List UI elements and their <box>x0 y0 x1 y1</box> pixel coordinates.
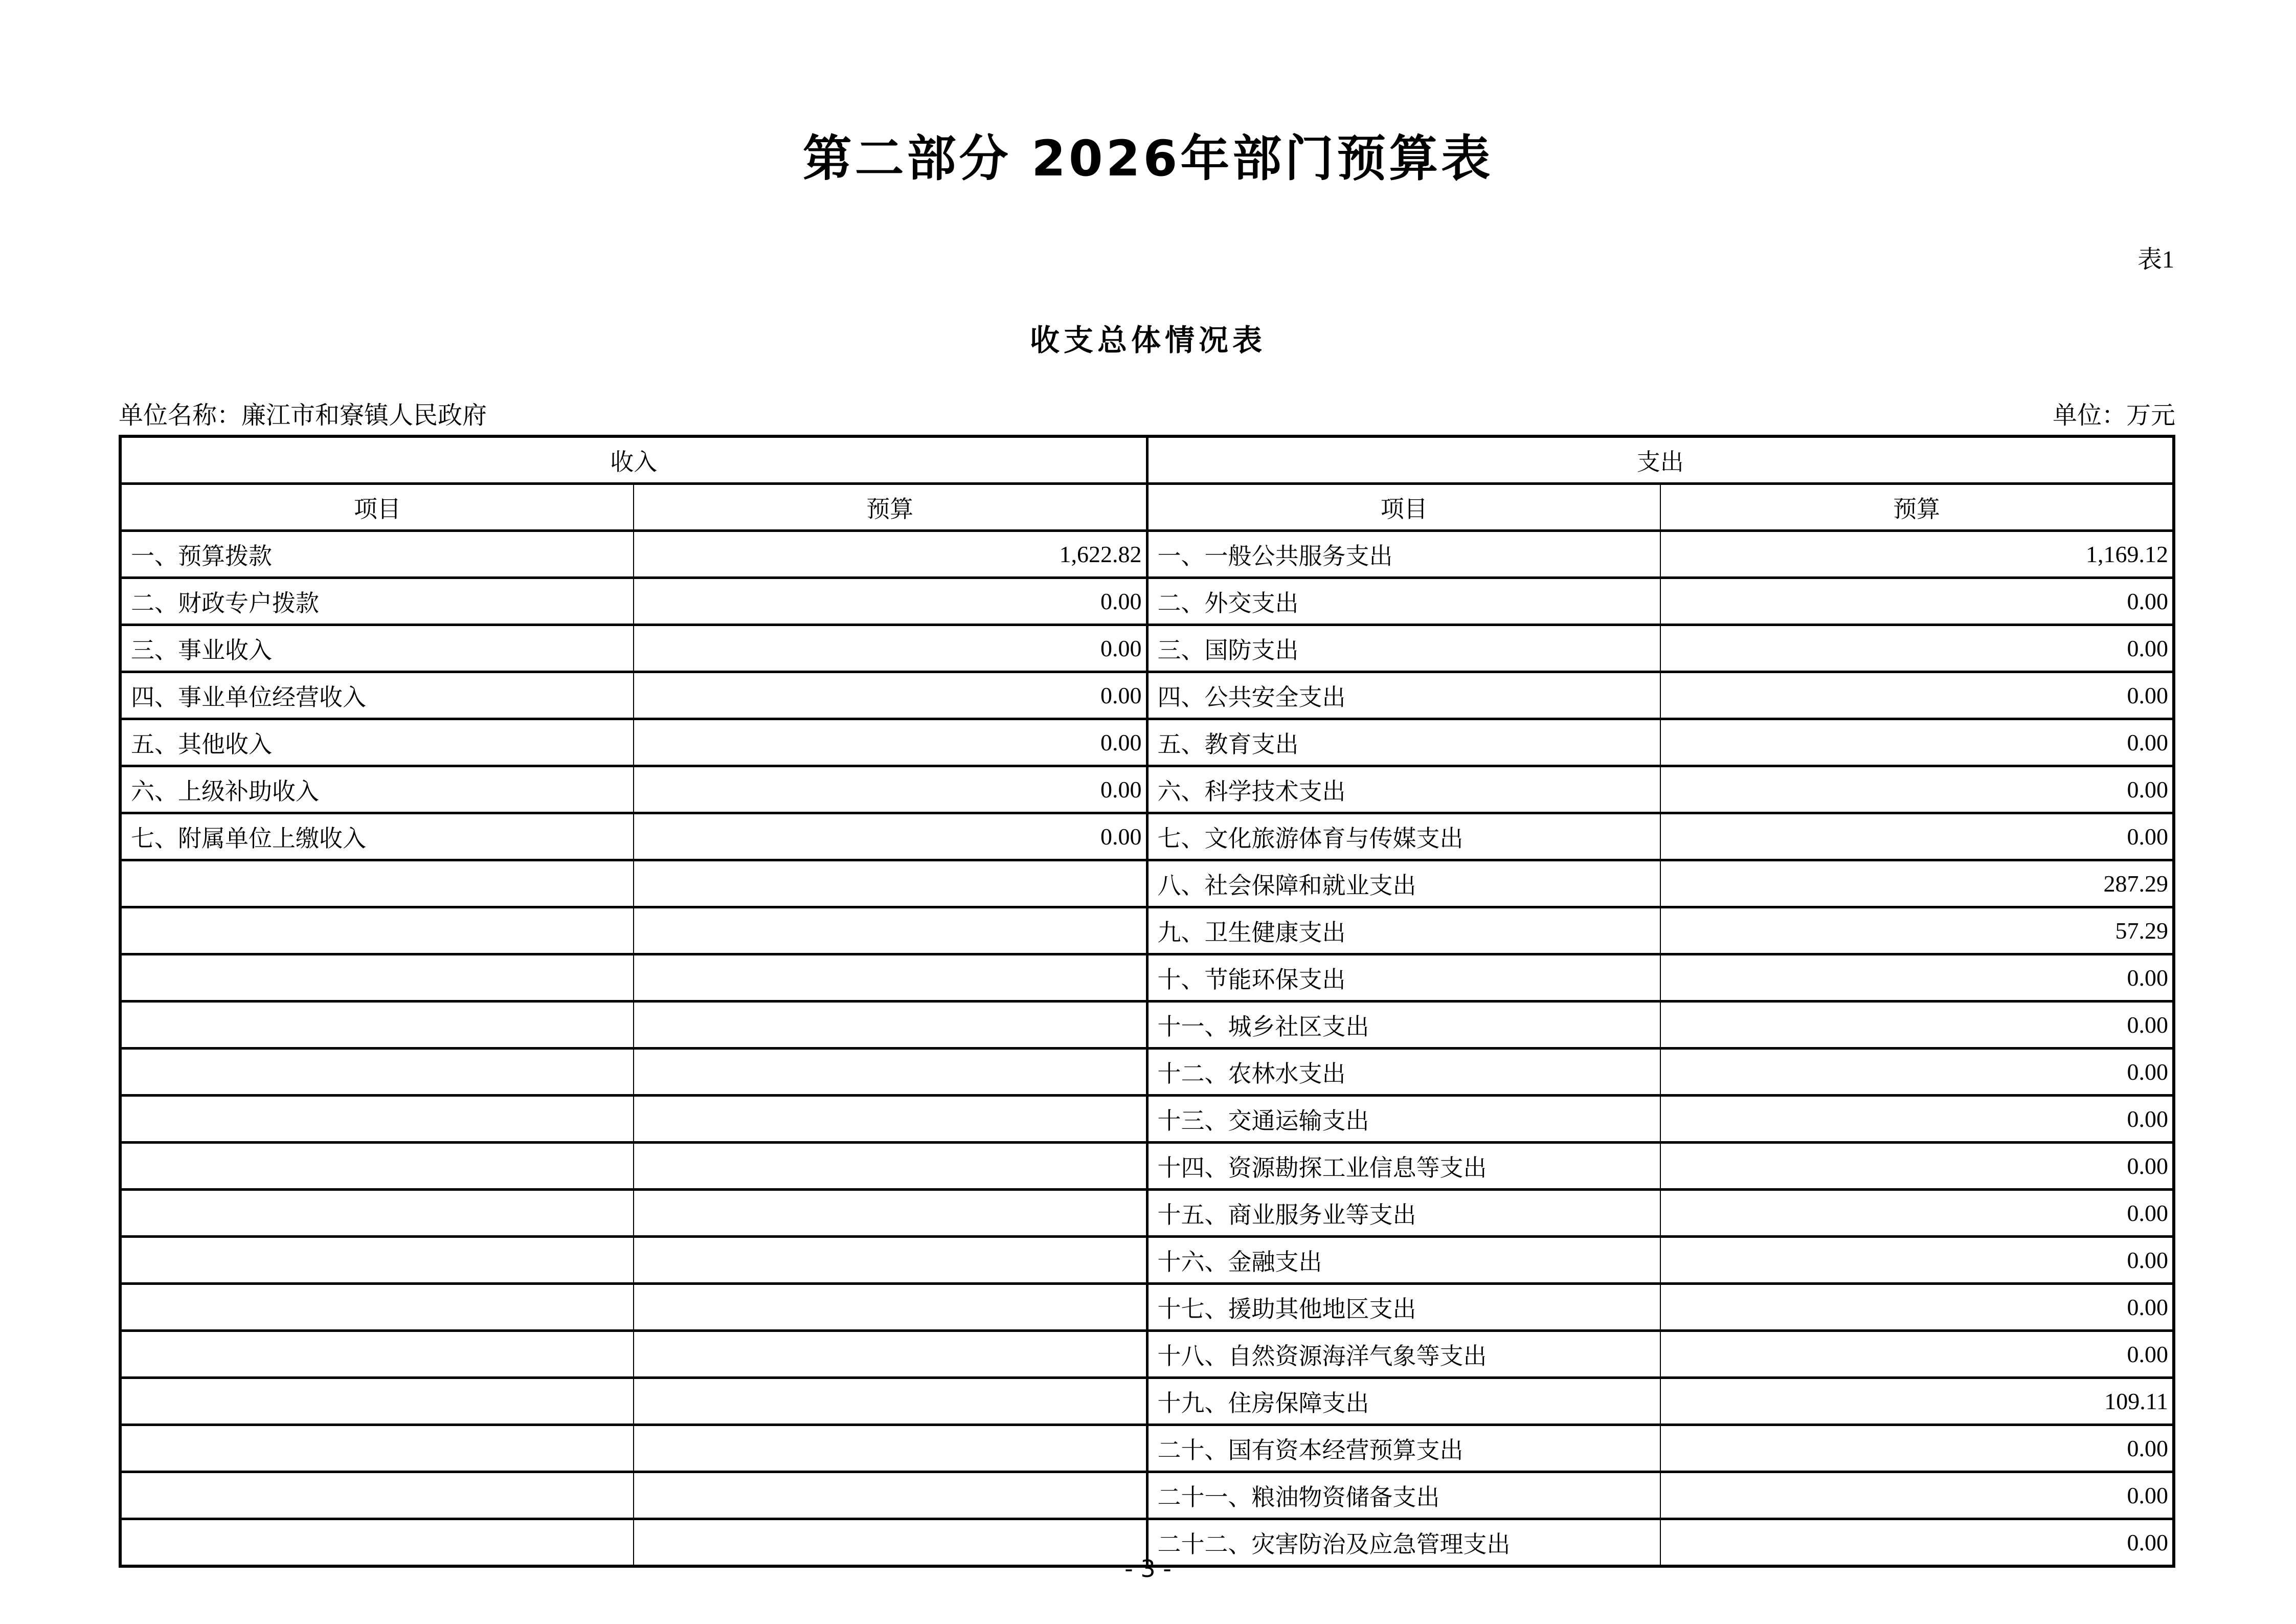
income-budget-cell: 1,622.82 <box>634 531 1147 578</box>
income-item-cell: 二、财政专户拨款 <box>120 578 634 625</box>
income-budget-cell <box>634 1143 1147 1190</box>
expense-budget-cell: 0.00 <box>1660 954 2174 1002</box>
income-section-header: 收入 <box>120 436 1147 484</box>
income-item-cell <box>120 1378 634 1425</box>
unit-of-measure-label: 单位：万元 <box>2052 402 2175 429</box>
table-row <box>120 719 2174 766</box>
income-budget-cell: 0.00 <box>634 813 1147 860</box>
table-row <box>120 1425 2174 1472</box>
table-row <box>120 625 2174 672</box>
page-number: - 3 - <box>1124 1555 1172 1583</box>
table-row <box>120 1237 2174 1284</box>
table-row <box>120 1002 2174 1049</box>
expense-item-cell: 十一、城乡社区支出 <box>1147 1002 1660 1049</box>
unit-name-label: 单位名称：廉江市和寮镇人民政府 <box>119 402 487 429</box>
expense-budget-cell: 0.00 <box>1660 1237 2174 1284</box>
expense-item-cell: 十四、资源勘探工业信息等支出 <box>1147 1143 1660 1190</box>
table-row <box>120 1331 2174 1378</box>
table-title: 收支总体情况表 <box>1029 324 1266 357</box>
expense-budget-cell: 0.00 <box>1660 766 2174 813</box>
income-budget-cell <box>634 1378 1147 1425</box>
expense-budget-cell: 109.11 <box>1660 1378 2174 1425</box>
expense-budget-cell: 0.00 <box>1660 813 2174 860</box>
income-budget-cell <box>634 1425 1147 1472</box>
income-budget-cell: 0.00 <box>634 719 1147 766</box>
income-item-header: 项目 <box>120 484 634 531</box>
expense-item-cell: 三、国防支出 <box>1147 625 1660 672</box>
page-title: 第二部分 2026年部门预算表 <box>802 130 1494 187</box>
expense-item-cell: 十八、自然资源海洋气象等支出 <box>1147 1331 1660 1378</box>
income-item-cell <box>120 1331 634 1378</box>
income-budget-cell: 0.00 <box>634 766 1147 813</box>
table-row <box>120 1472 2174 1519</box>
income-item-cell <box>120 907 634 954</box>
table-row <box>120 1049 2174 1096</box>
table-number-label: 表1 <box>2137 246 2174 273</box>
income-item-cell <box>120 1096 634 1143</box>
expense-budget-header: 预算 <box>1660 484 2174 531</box>
income-budget-cell <box>634 1472 1147 1519</box>
table-row <box>120 578 2174 625</box>
income-budget-cell <box>634 954 1147 1002</box>
income-budget-cell <box>634 907 1147 954</box>
income-item-cell <box>120 1190 634 1237</box>
expense-item-cell: 二十二、灾害防治及应急管理支出 <box>1147 1519 1660 1567</box>
table-row <box>120 907 2174 954</box>
expense-budget-cell: 0.00 <box>1660 1143 2174 1190</box>
expense-budget-cell: 0.00 <box>1660 1049 2174 1096</box>
expense-budget-cell: 0.00 <box>1660 1425 2174 1472</box>
income-item-cell <box>120 860 634 907</box>
expense-budget-cell: 0.00 <box>1660 1190 2174 1237</box>
meta-line <box>119 401 2175 431</box>
expense-budget-cell: 0.00 <box>1660 625 2174 672</box>
table-row <box>120 1143 2174 1190</box>
expense-item-cell: 七、文化旅游体育与传媒支出 <box>1147 813 1660 860</box>
expense-item-cell: 二十一、粮油物资储备支出 <box>1147 1472 1660 1519</box>
expense-item-cell: 十二、农林水支出 <box>1147 1049 1660 1096</box>
table-row <box>120 1378 2174 1425</box>
expense-item-cell: 十七、援助其他地区支出 <box>1147 1284 1660 1331</box>
income-item-cell <box>120 954 634 1002</box>
expense-item-cell: 五、教育支出 <box>1147 719 1660 766</box>
expense-item-cell: 二十、国有资本经营预算支出 <box>1147 1425 1660 1472</box>
expense-item-header: 项目 <box>1147 484 1660 531</box>
table-row <box>120 1096 2174 1143</box>
column-header-row <box>120 484 2174 531</box>
income-budget-cell <box>634 1049 1147 1096</box>
expense-item-cell: 十六、金融支出 <box>1147 1237 1660 1284</box>
income-budget-cell: 0.00 <box>634 672 1147 719</box>
income-budget-cell <box>634 1096 1147 1143</box>
expense-budget-cell: 0.00 <box>1660 672 2174 719</box>
income-item-cell <box>120 1049 634 1096</box>
expense-budget-cell: 0.00 <box>1660 719 2174 766</box>
table-row <box>120 813 2174 860</box>
income-budget-cell <box>634 1284 1147 1331</box>
table-row <box>120 1190 2174 1237</box>
income-item-cell <box>120 1237 634 1284</box>
expense-item-cell: 一、一般公共服务支出 <box>1147 531 1660 578</box>
expense-budget-cell: 0.00 <box>1660 1331 2174 1378</box>
income-budget-cell <box>634 1331 1147 1378</box>
section-header-row <box>120 436 2174 484</box>
income-budget-cell <box>634 1002 1147 1049</box>
income-budget-cell <box>634 1237 1147 1284</box>
expense-section-header: 支出 <box>1147 436 2174 484</box>
income-item-cell: 六、上级补助收入 <box>120 766 634 813</box>
expense-budget-cell: 57.29 <box>1660 907 2174 954</box>
expense-item-cell: 十五、商业服务业等支出 <box>1147 1190 1660 1237</box>
table-row <box>120 766 2174 813</box>
expense-budget-cell: 0.00 <box>1660 1472 2174 1519</box>
expense-item-cell: 六、科学技术支出 <box>1147 766 1660 813</box>
expense-item-cell: 十、节能环保支出 <box>1147 954 1660 1002</box>
expense-item-cell: 九、卫生健康支出 <box>1147 907 1660 954</box>
table-row <box>120 954 2174 1002</box>
expense-budget-cell: 1,169.12 <box>1660 531 2174 578</box>
income-item-cell <box>120 1284 634 1331</box>
income-item-cell: 七、附属单位上缴收入 <box>120 813 634 860</box>
income-item-cell: 三、事业收入 <box>120 625 634 672</box>
expense-item-cell: 十九、住房保障支出 <box>1147 1378 1660 1425</box>
income-item-cell: 五、其他收入 <box>120 719 634 766</box>
income-budget-cell <box>634 1190 1147 1237</box>
expense-budget-cell: 0.00 <box>1660 1284 2174 1331</box>
income-budget-cell: 0.00 <box>634 625 1147 672</box>
expense-budget-cell: 0.00 <box>1660 1096 2174 1143</box>
table-row <box>120 860 2174 907</box>
income-item-cell <box>120 1472 634 1519</box>
expense-item-cell: 十三、交通运输支出 <box>1147 1096 1660 1143</box>
expense-item-cell: 四、公共安全支出 <box>1147 672 1660 719</box>
table-row <box>120 672 2174 719</box>
expense-budget-cell: 0.00 <box>1660 578 2174 625</box>
income-budget-cell <box>634 860 1147 907</box>
expense-budget-cell: 0.00 <box>1660 1519 2174 1567</box>
table-row <box>120 531 2174 578</box>
expense-item-cell: 二、外交支出 <box>1147 578 1660 625</box>
income-budget-cell: 0.00 <box>634 578 1147 625</box>
income-item-cell <box>120 1002 634 1049</box>
income-budget-header: 预算 <box>634 484 1147 531</box>
table-row <box>120 1284 2174 1331</box>
income-item-cell <box>120 1425 634 1472</box>
income-item-cell: 四、事业单位经营收入 <box>120 672 634 719</box>
income-item-cell <box>120 1143 634 1190</box>
budget-table <box>119 435 2175 1568</box>
expense-budget-cell: 0.00 <box>1660 1002 2174 1049</box>
expense-item-cell: 八、社会保障和就业支出 <box>1147 860 1660 907</box>
income-item-cell: 一、预算拨款 <box>120 531 634 578</box>
expense-budget-cell: 287.29 <box>1660 860 2174 907</box>
